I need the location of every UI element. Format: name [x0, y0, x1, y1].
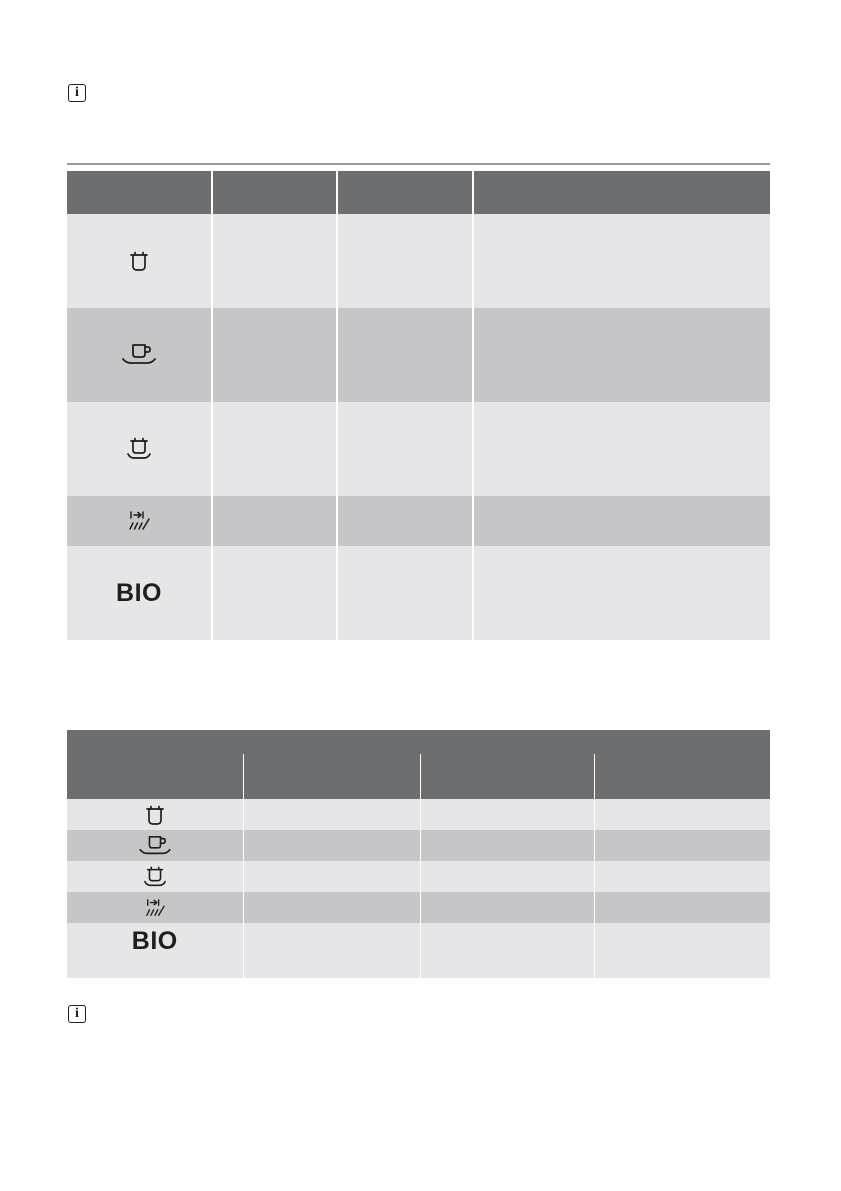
- info-icon-letter: i: [75, 1006, 79, 1021]
- pot-saucer-icon: [126, 436, 152, 462]
- pot-saucer-icon: [143, 865, 167, 889]
- info-icon-letter: i: [75, 85, 79, 100]
- table-row: [67, 496, 770, 546]
- program-table-header: [67, 171, 770, 214]
- table-row: [67, 830, 770, 861]
- table-row: [67, 861, 770, 892]
- table-row: [67, 546, 770, 640]
- pot-icon: [129, 250, 149, 272]
- program-icon-cell: [67, 923, 243, 978]
- bio-icon: BIO: [116, 578, 162, 607]
- info-icon: [68, 1005, 86, 1023]
- program-icon-cell: [67, 861, 243, 892]
- consumption-table-header: [67, 730, 770, 799]
- info-icon: [68, 84, 86, 102]
- program-icon-cell: [67, 799, 243, 830]
- program-table: [67, 171, 770, 640]
- program-icon-cell: [67, 892, 243, 923]
- program-icon-cell: [67, 830, 243, 861]
- cup-saucer-icon: [137, 834, 173, 858]
- program-icon-cell: [67, 214, 212, 308]
- program-icon-cell: [67, 402, 212, 496]
- program-icon-cell: [67, 308, 212, 402]
- table-row: [67, 308, 770, 402]
- table-row: [67, 892, 770, 923]
- table-row: [67, 402, 770, 496]
- table-row: [67, 799, 770, 830]
- program-icon-cell: [67, 496, 212, 546]
- bio-icon: BIO: [131, 927, 178, 955]
- consumption-table: [67, 730, 770, 978]
- pot-icon: [145, 804, 165, 826]
- table-row: [67, 214, 770, 308]
- rinse-hold-icon: [143, 898, 167, 918]
- rinse-hold-icon: [126, 510, 152, 532]
- section-divider: [67, 163, 770, 165]
- table-row: [67, 923, 770, 978]
- cup-saucer-icon: [121, 342, 157, 368]
- program-icon-cell: [67, 546, 212, 640]
